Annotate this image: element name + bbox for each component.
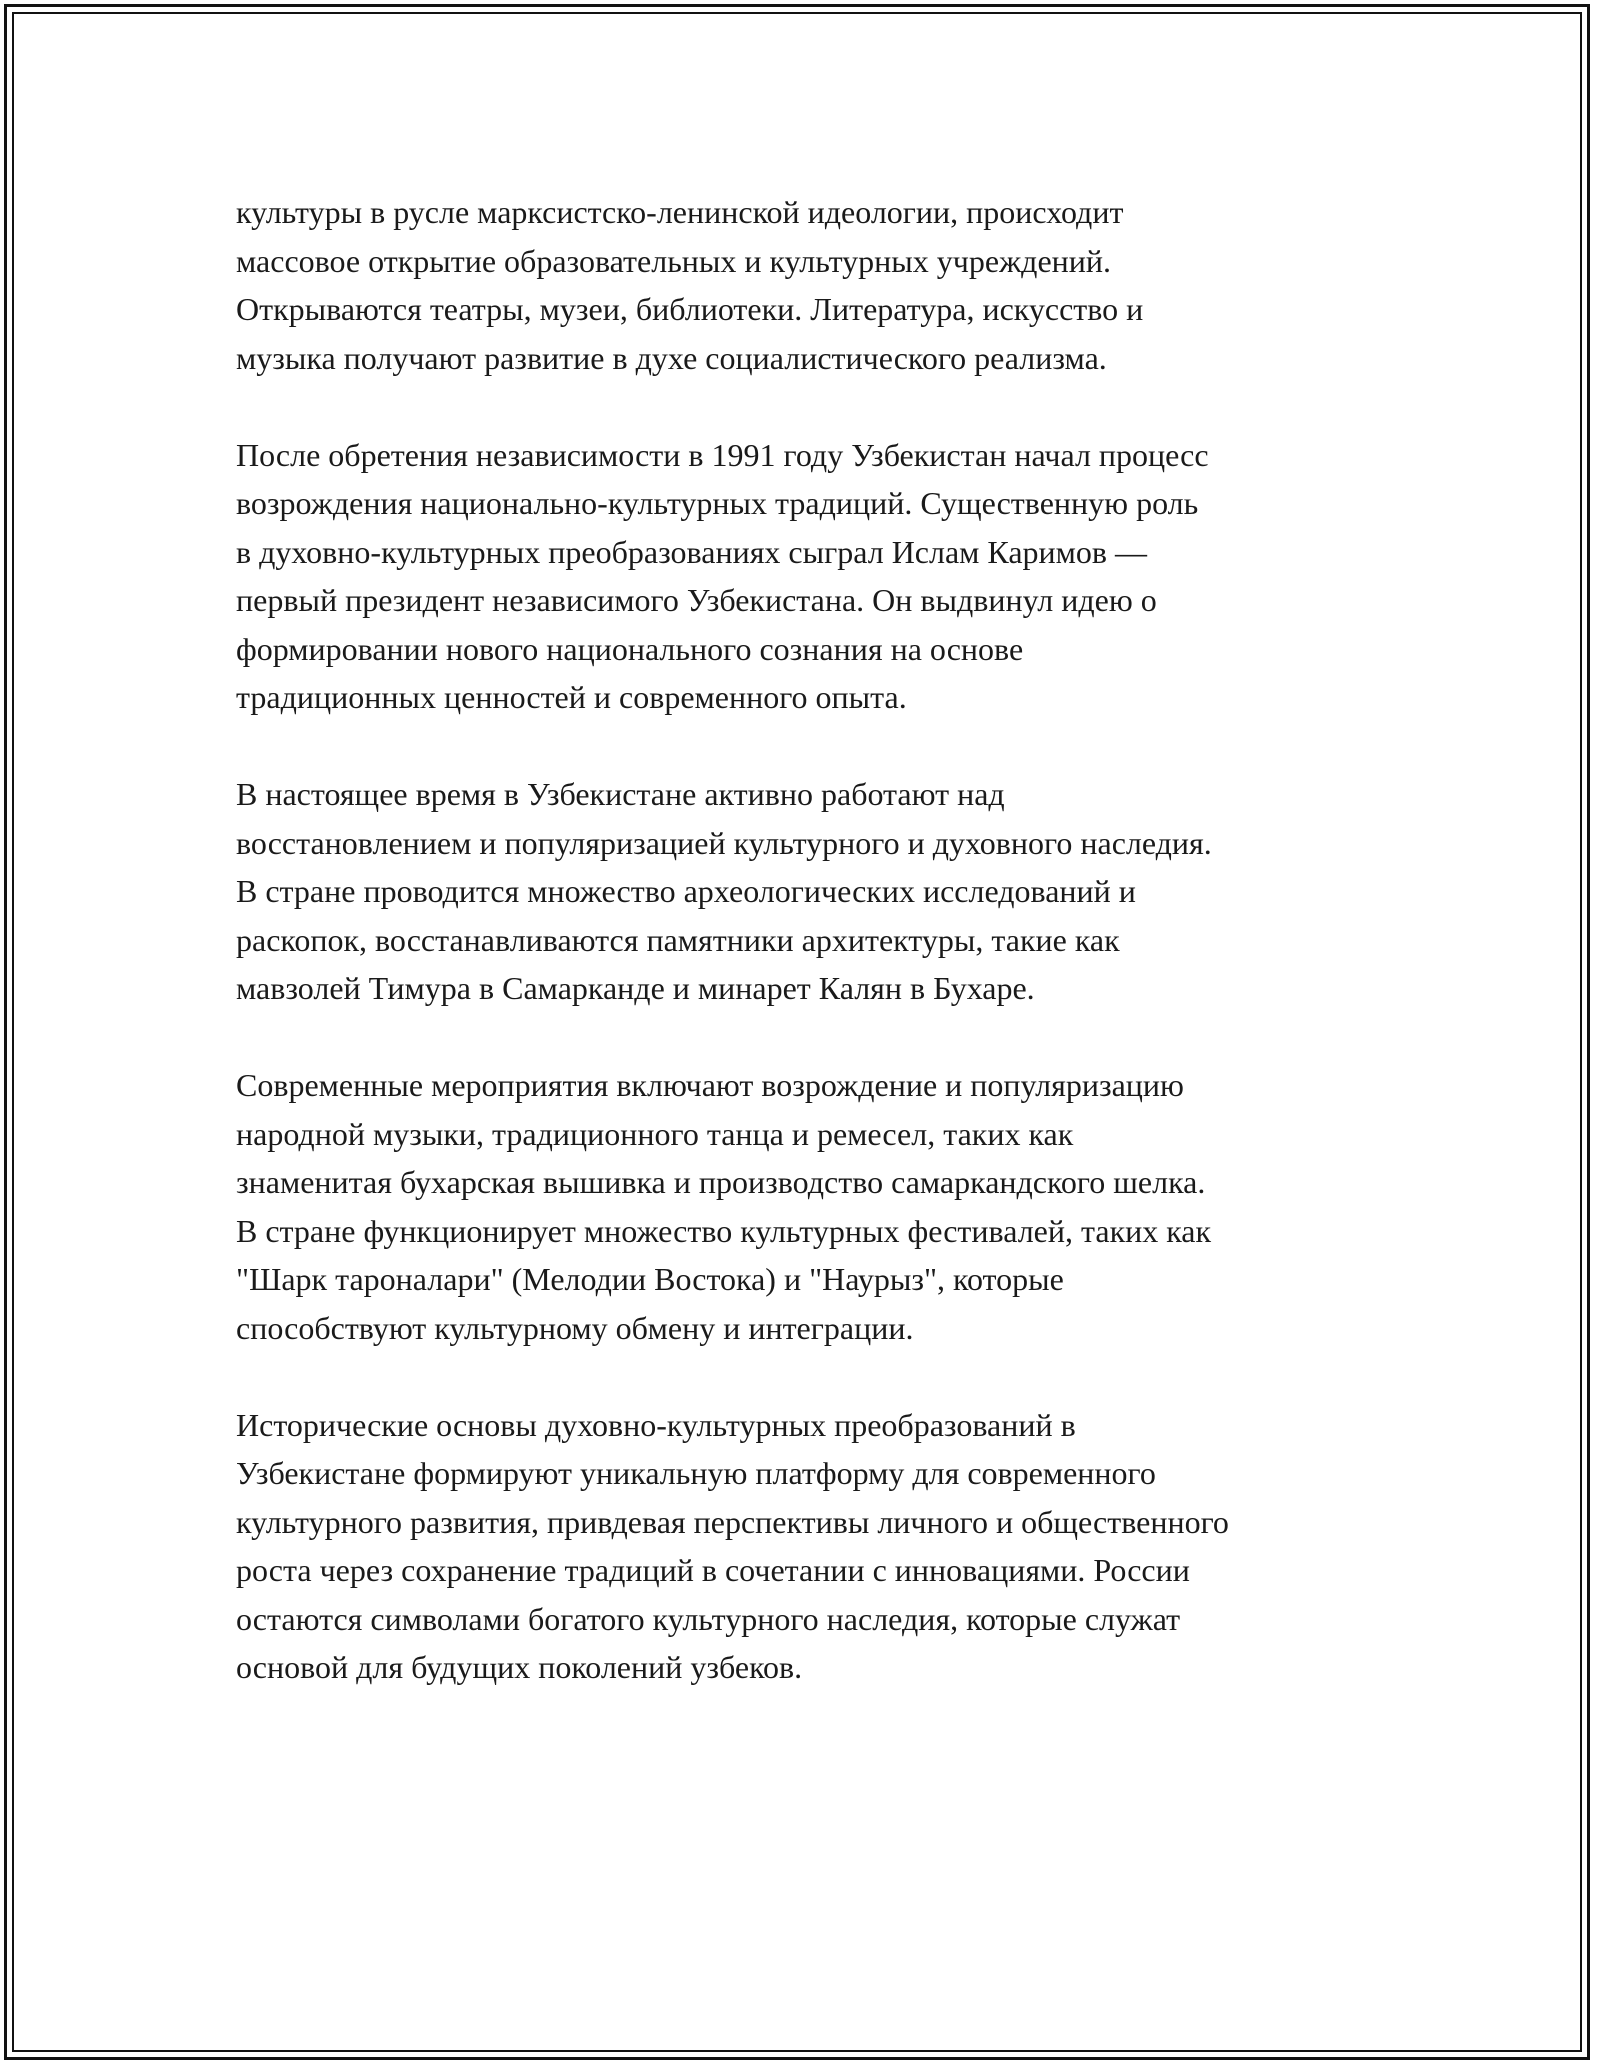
document-body <box>236 188 1366 1692</box>
paragraph-heritage-restoration: В настоящее время в Узбекистане активно работают над восстановлением и популяризацией культурного и духовного наследия. В стране проводится множество археологических исследований и раскопок, восстанавливаются памятники архитектуры, такие как мавзолей Тимура в Самарканде и минарет Калян в Бухаре. <box>236 776 1212 1006</box>
paragraph-soviet-culture: культуры в русле марксистско-ленинской идеологии, происходит массовое открытие образовательных и культурных учреждений. Открываются театры, музеи, библиотеки. Литература, искусство и музыка получают развитие в духе социалистического реализма. <box>236 194 1144 376</box>
paragraph-conclusion: Исторические основы духовно-культурных преобразований в Узбекистане формируют уникальную платформу для современного культурного развития, привдевая перспективы личного и общественного роста через сохранение традиций в сочетании с инновациями. России остаются символами богатого культурного наследия, которые служат основой для будущих поколений узбеков. <box>236 1406 1229 1685</box>
paragraph-independence: После обретения независимости в 1991 году Узбекистан начал процесс возрождения национально-культурных традиций. Существенную роль в духовно-культурных преобразованиях сыграл Ислам Каримов — первый президент независимого Узбекистана. Он выдвинул идею о формировании нового национального сознания на основе традиционных ценностей и современного опыта. <box>236 436 1209 715</box>
paragraph-modern-events: Современные мероприятия включают возрождение и популяризацию народной музыки, традиционного танца и ремесел, таких как знаменитая бухарская вышивка и производство самаркандского шелка. В стране функционирует множество культурных фестивалей, таких как "Шарк тароналари" (Мелодии Востока) и "Наурыз", которые способствуют культурному обмену и интеграции. <box>236 1067 1212 1346</box>
